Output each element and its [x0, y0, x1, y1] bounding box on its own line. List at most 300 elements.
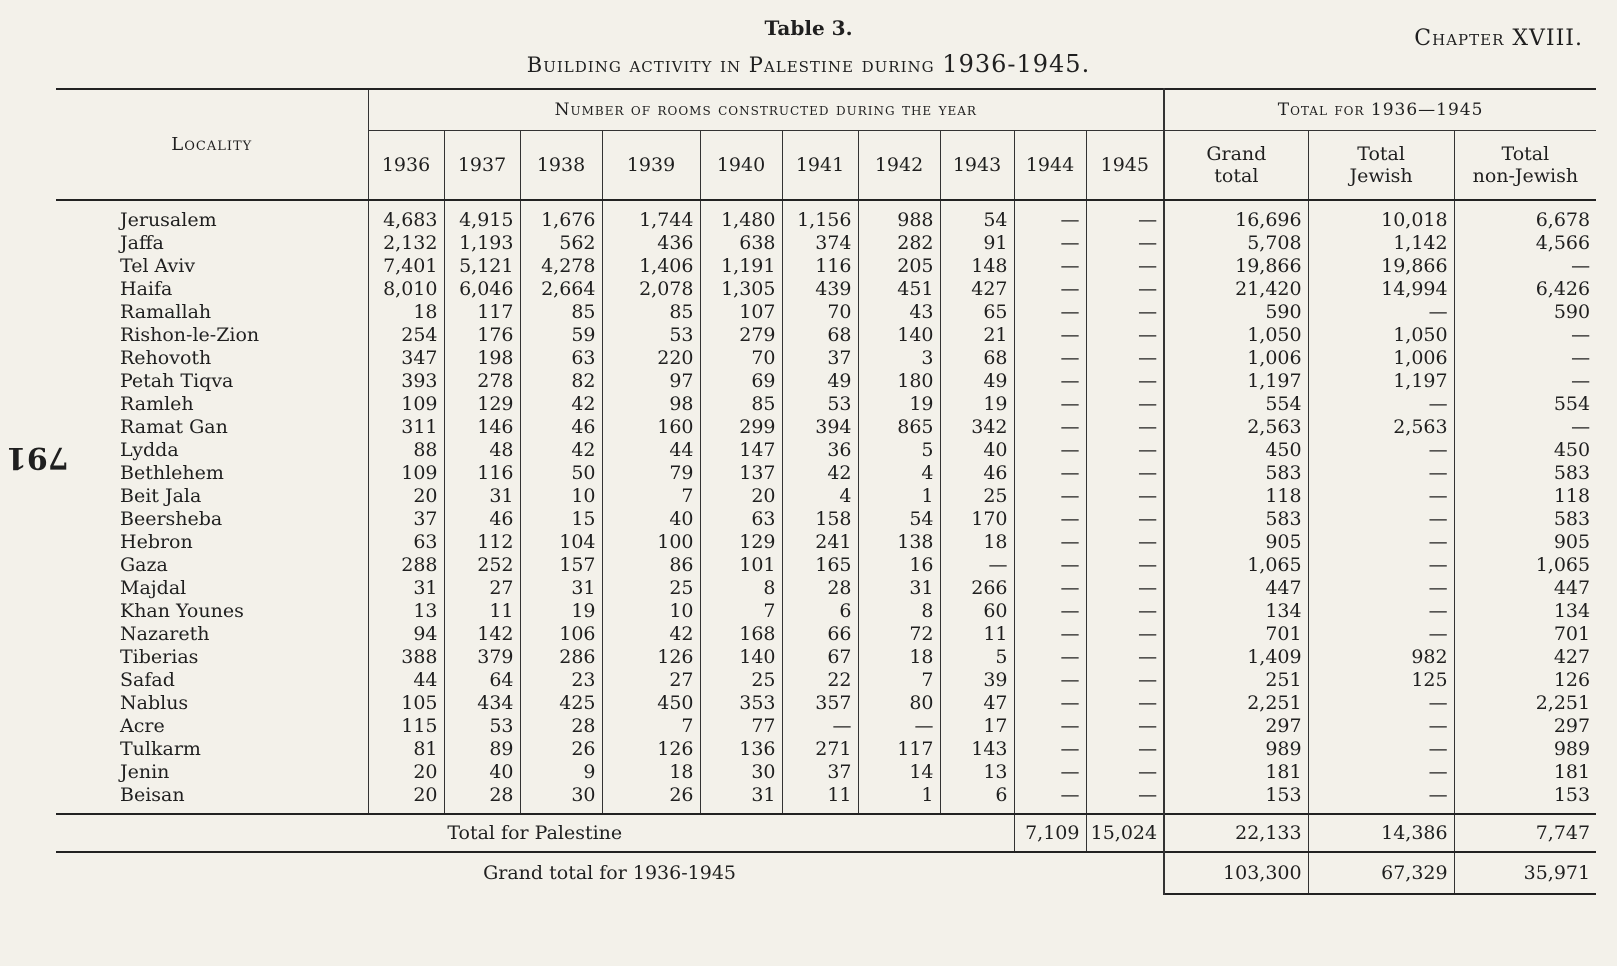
y1942-cell: 72 — [858, 623, 940, 646]
total-jewish-cell: 10,018 — [1308, 200, 1454, 232]
y1942-cell: 4 — [858, 462, 940, 485]
total-non-jewish-header-line2: non-Jewish — [1472, 165, 1579, 187]
y1944-cell: — — [1014, 370, 1086, 393]
y1939-cell: 53 — [602, 324, 700, 347]
y1942-cell: 1 — [858, 485, 940, 508]
grand-total-cell: 989 — [1164, 738, 1308, 761]
y1942-cell: 140 — [858, 324, 940, 347]
locality-cell: Nazareth — [56, 623, 368, 646]
y1944-cell: — — [1014, 508, 1086, 531]
total-jewish-cell: — — [1308, 508, 1454, 531]
y1937-cell: 1,193 — [444, 232, 520, 255]
total-non-jewish-cell: 153 — [1553, 784, 1591, 806]
grand-total-cell: 1,065 — [1164, 554, 1308, 577]
y1937-cell: 117 — [444, 301, 520, 324]
y1940-cell: 77 — [700, 715, 782, 738]
grand-total-cell: 19,866 — [1164, 255, 1308, 278]
y1944-cell: — — [1014, 301, 1086, 324]
y1942-cell: 1 — [858, 784, 940, 814]
y1941-cell: 158 — [782, 508, 858, 531]
y1939-cell: 220 — [602, 347, 700, 370]
y1945-cell: — — [1086, 784, 1164, 814]
y1938-cell: 4,278 — [520, 255, 602, 278]
grand-total-cell: 1,409 — [1164, 646, 1308, 669]
y1941-cell: 67 — [782, 646, 858, 669]
y1938-cell: 30 — [520, 784, 602, 814]
y1943-cell: 40 — [940, 439, 1014, 462]
y1942-cell: 14 — [858, 761, 940, 784]
y1941-cell: 241 — [782, 531, 858, 554]
y1940-cell: 1,305 — [700, 278, 782, 301]
y1940-cell: 137 — [700, 462, 782, 485]
y1941-cell: 49 — [782, 370, 858, 393]
total-jewish-cell: — — [1308, 761, 1454, 784]
y1943-cell: 342 — [940, 416, 1014, 439]
y1936-cell: 7,401 — [368, 255, 444, 278]
total-non-jewish-cell: 6,678 — [1535, 209, 1591, 231]
y1942-cell: 5 — [858, 439, 940, 462]
year-header: 1938 — [520, 131, 602, 201]
y1943-cell: 6 — [940, 784, 1014, 814]
y1940-cell: 70 — [700, 347, 782, 370]
y1943-cell: 143 — [940, 738, 1014, 761]
total-non-jewish-cell: 118 — [1553, 485, 1591, 507]
y1942-cell: 865 — [858, 416, 940, 439]
y1944-cell: — — [1014, 278, 1086, 301]
total-non-jewish-cell: — — [1571, 370, 1591, 392]
table-row — [56, 347, 1596, 370]
y1936-cell: 13 — [368, 600, 444, 623]
y1938-cell: 2,664 — [520, 278, 602, 301]
y1937-cell: 142 — [444, 623, 520, 646]
y1944-cell: — — [1014, 324, 1086, 347]
y1936-cell: 288 — [368, 554, 444, 577]
y1938-cell: 15 — [520, 508, 602, 531]
y1936-cell: 347 — [368, 347, 444, 370]
y1945-cell: — — [1086, 623, 1164, 646]
grand-total-cell: 251 — [1164, 669, 1308, 692]
grand-total-cell: 1,006 — [1164, 347, 1308, 370]
y1942-cell: 451 — [858, 278, 940, 301]
table-row — [56, 577, 1596, 600]
y1944-cell: — — [1014, 761, 1086, 784]
y1945-cell: — — [1086, 485, 1164, 508]
locality-cell: Safad — [56, 669, 368, 692]
y1944-cell: — — [1014, 255, 1086, 278]
y1944-cell: — — [1014, 692, 1086, 715]
y1945-cell: — — [1086, 347, 1164, 370]
table-title — [0, 50, 1617, 78]
y1938-cell: 63 — [520, 347, 602, 370]
y1939-cell: 85 — [602, 301, 700, 324]
locality-cell: Rishon-le-Zion — [56, 324, 368, 347]
total-jewish-cell: 1,197 — [1308, 370, 1454, 393]
y1939-cell: 40 — [602, 508, 700, 531]
y1939-cell: 450 — [602, 692, 700, 715]
y1939-cell: 97 — [602, 370, 700, 393]
total-jewish-cell: — — [1308, 623, 1454, 646]
y1943-cell: 19 — [940, 393, 1014, 416]
table-body — [56, 200, 1596, 814]
y1942-cell: 19 — [858, 393, 940, 416]
y1940-cell: 279 — [700, 324, 782, 347]
y1939-cell: 160 — [602, 416, 700, 439]
y1939-cell: 25 — [602, 577, 700, 600]
y1937-cell: 64 — [444, 669, 520, 692]
y1936-cell: 88 — [368, 439, 444, 462]
y1936-cell: 94 — [368, 623, 444, 646]
table-row — [56, 439, 1596, 462]
y1940-cell: 299 — [700, 416, 782, 439]
y1937-cell: 6,046 — [444, 278, 520, 301]
total-jewish-cell: — — [1308, 301, 1454, 324]
y1940-cell: 638 — [700, 232, 782, 255]
total-group-header: Total for 1936—1945 — [1164, 89, 1596, 131]
y1941-cell: 42 — [782, 462, 858, 485]
y1941-cell: 36 — [782, 439, 858, 462]
y1941-cell: 11 — [782, 784, 858, 814]
table-row — [56, 692, 1596, 715]
table-row — [56, 623, 1596, 646]
y1936-cell: 254 — [368, 324, 444, 347]
y1945-cell: — — [1086, 646, 1164, 669]
y1938-cell: 42 — [520, 439, 602, 462]
total-palestine-label: Total for Palestine — [56, 814, 1014, 852]
y1942-cell: 43 — [858, 301, 940, 324]
total-jewish-cell: — — [1308, 462, 1454, 485]
year-header: 1939 — [602, 131, 700, 201]
total-non-jewish-cell: 583 — [1553, 508, 1591, 530]
y1941-cell: 37 — [782, 761, 858, 784]
y1943-cell: 54 — [940, 200, 1014, 232]
y1943-cell: 46 — [940, 462, 1014, 485]
total-non-jewish-header-line1: Total — [1501, 143, 1550, 165]
y1937-cell: 129 — [444, 393, 520, 416]
y1936-cell: 20 — [368, 485, 444, 508]
y1938-cell: 50 — [520, 462, 602, 485]
y1938-cell: 59 — [520, 324, 602, 347]
y1944-cell: — — [1014, 393, 1086, 416]
y1937-cell: 46 — [444, 508, 520, 531]
y1939-cell: 98 — [602, 393, 700, 416]
y1938-cell: 82 — [520, 370, 602, 393]
total-non-jewish-cell: 427 — [1553, 646, 1591, 668]
y1941-cell: 374 — [782, 232, 858, 255]
y1942-cell: 3 — [858, 347, 940, 370]
y1941-cell: — — [782, 715, 858, 738]
locality-cell: Acre — [56, 715, 368, 738]
year-header: 1944 — [1014, 131, 1086, 201]
y1943-cell: 5 — [940, 646, 1014, 669]
total-jewish-header — [1308, 131, 1454, 201]
y1943-cell: 18 — [940, 531, 1014, 554]
locality-cell: Lydda — [56, 439, 368, 462]
y1941-cell: 116 — [782, 255, 858, 278]
y1943-cell: 17 — [940, 715, 1014, 738]
y1942-cell: 282 — [858, 232, 940, 255]
total-jewish-cell: 1,142 — [1308, 232, 1454, 255]
y1944-cell: — — [1014, 623, 1086, 646]
y1944-cell: — — [1014, 669, 1086, 692]
y1936-cell: 18 — [368, 301, 444, 324]
y1939-cell: 26 — [602, 784, 700, 814]
total-jewish-cell: 14,994 — [1308, 278, 1454, 301]
table-row — [56, 324, 1596, 347]
total-non-jewish-cell: — — [1571, 416, 1591, 438]
y1945-cell: — — [1086, 232, 1164, 255]
total-jewish-cell: 2,563 — [1308, 416, 1454, 439]
y1937-cell: 252 — [444, 554, 520, 577]
y1937-cell: 89 — [444, 738, 520, 761]
y1945-cell: — — [1086, 370, 1164, 393]
y1941-cell: 70 — [782, 301, 858, 324]
y1939-cell: 126 — [602, 646, 700, 669]
total-jewish-cell: 14,386 — [1308, 814, 1454, 852]
total-jewish-cell: — — [1308, 577, 1454, 600]
total-grand-cell: 22,133 — [1164, 814, 1308, 852]
y1941-cell: 271 — [782, 738, 858, 761]
y1936-cell: 8,010 — [368, 278, 444, 301]
locality-cell: Rehovoth — [56, 347, 368, 370]
y1939-cell: 79 — [602, 462, 700, 485]
grand-total-cell: 905 — [1164, 531, 1308, 554]
y1938-cell: 85 — [520, 301, 602, 324]
y1937-cell: 112 — [444, 531, 520, 554]
total-non-jewish-cell: 701 — [1553, 623, 1591, 645]
y1938-cell: 46 — [520, 416, 602, 439]
y1941-cell: 439 — [782, 278, 858, 301]
y1940-cell: 31 — [700, 784, 782, 814]
y1938-cell: 23 — [520, 669, 602, 692]
y1936-cell: 63 — [368, 531, 444, 554]
grand-jewish-cell: 67,329 — [1308, 852, 1454, 894]
table-title-years: 1936-1945. — [942, 50, 1091, 78]
y1941-cell: 1,156 — [782, 200, 858, 232]
y1937-cell: 48 — [444, 439, 520, 462]
y1937-cell: 28 — [444, 784, 520, 814]
y1942-cell: 18 — [858, 646, 940, 669]
y1937-cell: 11 — [444, 600, 520, 623]
locality-cell: Beit Jala — [56, 485, 368, 508]
grand-total-cell: 554 — [1164, 393, 1308, 416]
y1937-cell: 31 — [444, 485, 520, 508]
y1942-cell: 16 — [858, 554, 940, 577]
y1943-cell: 25 — [940, 485, 1014, 508]
y1945-cell: — — [1086, 554, 1164, 577]
total-jewish-cell: — — [1308, 485, 1454, 508]
y1940-cell: 136 — [700, 738, 782, 761]
year-header: 1945 — [1086, 131, 1164, 201]
y1945-cell: — — [1086, 301, 1164, 324]
total-palestine-row — [56, 814, 1596, 852]
y1943-cell: 266 — [940, 577, 1014, 600]
table-row — [56, 301, 1596, 324]
total-jewish-cell: — — [1308, 554, 1454, 577]
y1940-cell: 140 — [700, 646, 782, 669]
grand-total-cell: 5,708 — [1164, 232, 1308, 255]
total-non-jewish-cell: 554 — [1553, 393, 1591, 415]
total-non-jewish-cell: 905 — [1553, 531, 1591, 553]
locality-cell: Beisan — [56, 784, 368, 814]
grand-total-header-line1: Grand — [1206, 143, 1267, 165]
grand-total-header — [1164, 131, 1308, 201]
building-activity-table — [56, 88, 1596, 895]
y1940-cell: 1,480 — [700, 200, 782, 232]
y1943-cell: 39 — [940, 669, 1014, 692]
table-row — [56, 715, 1596, 738]
y1940-cell: 168 — [700, 623, 782, 646]
grand-total-cell: 450 — [1164, 439, 1308, 462]
y1944-cell: — — [1014, 347, 1086, 370]
y1941-cell: 68 — [782, 324, 858, 347]
table-title-text: Building activity in Palestine during — [526, 53, 935, 77]
y1939-cell: 27 — [602, 669, 700, 692]
grand-total-cell: 2,563 — [1164, 416, 1308, 439]
grand-total-cell: 701 — [1164, 623, 1308, 646]
table-row — [56, 531, 1596, 554]
table-row — [56, 462, 1596, 485]
y1938-cell: 425 — [520, 692, 602, 715]
y1943-cell: 47 — [940, 692, 1014, 715]
rooms-group-header: Number of rooms constructed during the year — [368, 89, 1164, 131]
grand-total-cell: 181 — [1164, 761, 1308, 784]
table-label: Table 3. — [764, 16, 853, 40]
y1943-cell: — — [940, 554, 1014, 577]
y1940-cell: 129 — [700, 531, 782, 554]
total-1945-cell: 15,024 — [1086, 814, 1164, 852]
year-header: 1940 — [700, 131, 782, 201]
locality-cell: Petah Tiqva — [56, 370, 368, 393]
y1939-cell: 436 — [602, 232, 700, 255]
locality-cell: Ramallah — [56, 301, 368, 324]
y1943-cell: 11 — [940, 623, 1014, 646]
y1945-cell: — — [1086, 577, 1164, 600]
y1944-cell: — — [1014, 577, 1086, 600]
y1943-cell: 21 — [940, 324, 1014, 347]
total-non-jewish-cell: 450 — [1553, 439, 1591, 461]
y1945-cell: — — [1086, 255, 1164, 278]
total-jewish-cell: — — [1308, 784, 1454, 814]
y1942-cell: 205 — [858, 255, 940, 278]
y1936-cell: 31 — [368, 577, 444, 600]
locality-cell: Jaffa — [56, 232, 368, 255]
table-row — [56, 370, 1596, 393]
y1937-cell: 4,915 — [444, 200, 520, 232]
grand-total-cell: 153 — [1164, 784, 1308, 814]
grand-total-cell: 590 — [1164, 301, 1308, 324]
y1936-cell: 105 — [368, 692, 444, 715]
page-number: 791 — [6, 440, 69, 475]
y1943-cell: 68 — [940, 347, 1014, 370]
y1936-cell: 109 — [368, 462, 444, 485]
y1938-cell: 157 — [520, 554, 602, 577]
y1939-cell: 42 — [602, 623, 700, 646]
y1941-cell: 22 — [782, 669, 858, 692]
grand-total-cell: 21,420 — [1164, 278, 1308, 301]
y1945-cell: — — [1086, 278, 1164, 301]
y1944-cell: — — [1014, 646, 1086, 669]
y1937-cell: 116 — [444, 462, 520, 485]
total-jewish-header-line2: Jewish — [1349, 165, 1413, 187]
locality-cell: Hebron — [56, 531, 368, 554]
y1938-cell: 562 — [520, 232, 602, 255]
table-row — [56, 669, 1596, 692]
y1941-cell: 37 — [782, 347, 858, 370]
y1940-cell: 147 — [700, 439, 782, 462]
y1940-cell: 107 — [700, 301, 782, 324]
y1945-cell: — — [1086, 531, 1164, 554]
y1945-cell: — — [1086, 462, 1164, 485]
y1942-cell: 138 — [858, 531, 940, 554]
y1938-cell: 286 — [520, 646, 602, 669]
table-row — [56, 508, 1596, 531]
y1945-cell: — — [1086, 439, 1164, 462]
grand-non-jewish-cell: 35,971 — [1454, 852, 1596, 894]
y1942-cell: 31 — [858, 577, 940, 600]
locality-cell: Gaza — [56, 554, 368, 577]
locality-cell: Jenin — [56, 761, 368, 784]
y1936-cell: 115 — [368, 715, 444, 738]
y1939-cell: 126 — [602, 738, 700, 761]
y1938-cell: 19 — [520, 600, 602, 623]
y1940-cell: 8 — [700, 577, 782, 600]
y1941-cell: 6 — [782, 600, 858, 623]
table-row — [56, 200, 1596, 232]
y1945-cell: — — [1086, 669, 1164, 692]
y1937-cell: 176 — [444, 324, 520, 347]
locality-cell: Tiberias — [56, 646, 368, 669]
table-row — [56, 738, 1596, 761]
y1936-cell: 20 — [368, 784, 444, 814]
y1940-cell: 1,191 — [700, 255, 782, 278]
y1937-cell: 27 — [444, 577, 520, 600]
y1944-cell: — — [1014, 232, 1086, 255]
locality-cell: Tulkarm — [56, 738, 368, 761]
locality-cell: Beersheba — [56, 508, 368, 531]
year-header: 1937 — [444, 131, 520, 201]
y1940-cell: 69 — [700, 370, 782, 393]
locality-cell: Bethlehem — [56, 462, 368, 485]
total-non-jewish-cell: 2,251 — [1535, 692, 1591, 714]
grand-total-cell: 583 — [1164, 462, 1308, 485]
y1945-cell: — — [1086, 692, 1164, 715]
grand-total-cell: 16,696 — [1164, 200, 1308, 232]
y1939-cell: 7 — [602, 485, 700, 508]
y1944-cell: — — [1014, 416, 1086, 439]
y1938-cell: 10 — [520, 485, 602, 508]
total-1944-cell: 7,109 — [1014, 814, 1086, 852]
table-row — [56, 278, 1596, 301]
y1942-cell: 117 — [858, 738, 940, 761]
y1938-cell: 26 — [520, 738, 602, 761]
locality-cell: Haifa — [56, 278, 368, 301]
y1936-cell: 311 — [368, 416, 444, 439]
y1937-cell: 434 — [444, 692, 520, 715]
y1936-cell: 393 — [368, 370, 444, 393]
y1939-cell: 18 — [602, 761, 700, 784]
y1945-cell: — — [1086, 508, 1164, 531]
y1943-cell: 13 — [940, 761, 1014, 784]
grand-total-cell: 1,197 — [1164, 370, 1308, 393]
y1945-cell: — — [1086, 738, 1164, 761]
y1942-cell: 8 — [858, 600, 940, 623]
y1939-cell: 1,406 — [602, 255, 700, 278]
y1937-cell: 379 — [444, 646, 520, 669]
y1943-cell: 60 — [940, 600, 1014, 623]
y1944-cell: — — [1014, 485, 1086, 508]
year-header: 1943 — [940, 131, 1014, 201]
y1940-cell: 101 — [700, 554, 782, 577]
